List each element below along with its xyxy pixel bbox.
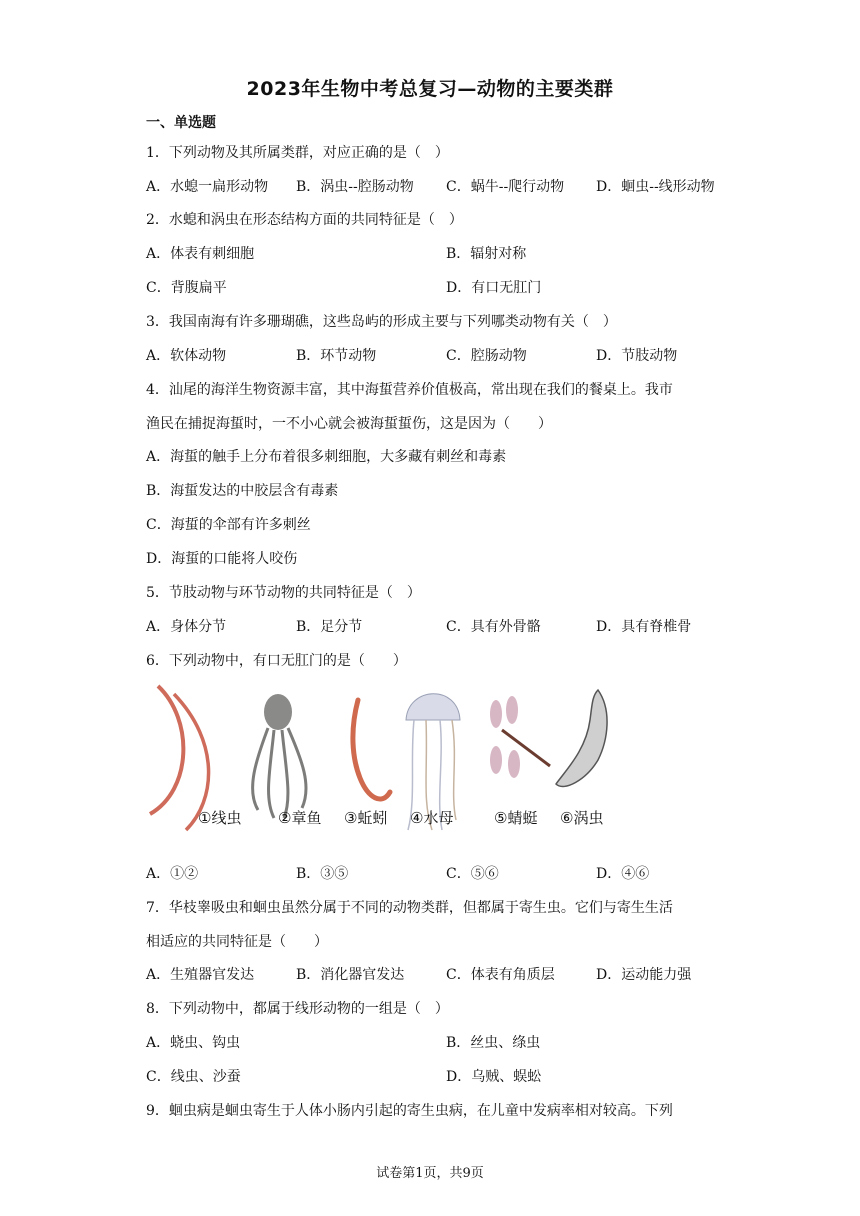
figure-label-6: ⑥涡虫	[560, 809, 604, 827]
question-2-option-d: D．有口无肛门	[446, 280, 542, 296]
question-7-option-d: D．运动能力强	[596, 967, 692, 983]
question-4-option-a: A．海蜇的触手上分布着很多刺细胞，大多藏有刺丝和毒素	[146, 449, 507, 465]
question-3-option-d: D．节肢动物	[596, 348, 678, 364]
question-7-option-b: B．消化器官发达	[296, 967, 405, 983]
question-2-option-a: A．体表有刺细胞	[146, 246, 255, 262]
question-4-stem-line-2: 渔民在捕捉海蜇时，一不小心就会被海蜇蜇伤，这是因为（ ）	[146, 416, 552, 432]
figure-label-2: ②章鱼	[278, 809, 322, 827]
question-2-option-c: C．背腹扁平	[146, 280, 227, 296]
earthworm-illustration	[353, 700, 390, 799]
question-7-option-a: A．生殖器官发达	[146, 967, 255, 983]
question-8-stem: 8．下列动物中，都属于线形动物的一组是（ ）	[146, 1001, 449, 1017]
question-5-option-a: A．身体分节	[146, 619, 227, 635]
question-7-stem-line-1: 7．华枝睾吸虫和蛔虫虽然分属于不同的动物类群，但都属于寄生虫。它们与寄生生活	[146, 900, 673, 916]
question-7-option-c: C．体表有角质层	[446, 967, 555, 983]
question-8-option-c: C．线虫、沙蚕	[146, 1069, 241, 1085]
question-8-option-a: A．蛲虫、钩虫	[146, 1035, 241, 1051]
question-1-option-b: B．涡虫--腔肠动物	[296, 179, 414, 195]
question-1-option-a: A．水螅一扁形动物	[146, 179, 269, 195]
figure-label-4: ④水母	[410, 809, 454, 827]
question-6-option-c: C．⑤⑥	[446, 866, 499, 882]
question-9-stem: 9．蛔虫病是蛔虫寄生于人体小肠内引起的寄生虫病，在儿童中发病率相对较高。下列	[146, 1103, 673, 1119]
question-2-option-b: B．辐射对称	[446, 246, 527, 262]
question-2-stem: 2．水螅和涡虫在形态结构方面的共同特征是（ ）	[146, 212, 463, 228]
question-3-option-b: B．环节动物	[296, 348, 377, 364]
octopus-illustration	[253, 694, 306, 818]
question-3-option-c: C．腔肠动物	[446, 348, 527, 364]
question-1-option-c: C．蜗牛--爬行动物	[446, 179, 565, 195]
question-4-option-c: C．海蜇的伞部有许多刺丝	[146, 517, 311, 533]
question-3-stem: 3．我国南海有许多珊瑚礁，这些岛屿的形成主要与下列哪类动物有关（ ）	[146, 314, 617, 330]
question-6-option-b: B．③⑤	[296, 866, 349, 882]
question-6-stem: 6．下列动物中，有口无肛门的是（ ）	[146, 653, 407, 669]
question-7-stem-line-2: 相适应的共同特征是（ ）	[146, 934, 328, 950]
figure-label-3: ③蚯蚓	[344, 809, 388, 827]
question-3-option-a: A．软体动物	[146, 348, 227, 364]
question-8-option-b: B．丝虫、绦虫	[446, 1035, 541, 1051]
planarian-illustration	[556, 690, 607, 787]
question-5-option-d: D．具有脊椎骨	[596, 619, 692, 635]
page-footer: 试卷第1页，共9页	[376, 1166, 484, 1181]
question-1-stem: 1．下列动物及其所属类群，对应正确的是（ ）	[146, 145, 449, 161]
figure-label-1: ①线虫	[198, 809, 242, 827]
section-heading: 一、单选题	[146, 115, 216, 131]
question-4-option-b: B．海蜇发达的中胶层含有毒素	[146, 483, 339, 499]
question-5-option-c: C．具有外骨骼	[446, 619, 541, 635]
question-5-stem: 5．节肢动物与环节动物的共同特征是（ ）	[146, 585, 421, 601]
question-6-option-a: A．①②	[146, 866, 199, 882]
dragonfly-illustration	[490, 696, 550, 778]
animal-figure	[146, 680, 626, 840]
question-6-option-d: D．④⑥	[596, 866, 650, 882]
question-5-option-b: B．足分节	[296, 619, 363, 635]
figure-label-5: ⑤蜻蜓	[494, 809, 538, 827]
question-4-stem-line-1: 4．汕尾的海洋生物资源丰富，其中海蜇营养价值极高，常出现在我们的餐桌上。我市	[146, 382, 673, 398]
question-8-option-d: D．乌贼、蜈蚣	[446, 1069, 542, 1085]
page-title: 2023年生物中考总复习—动物的主要类群	[246, 78, 614, 100]
question-1-option-d: D．蛔虫--线形动物	[596, 179, 715, 195]
question-4-option-d: D．海蜇的口能将人咬伤	[146, 551, 298, 567]
